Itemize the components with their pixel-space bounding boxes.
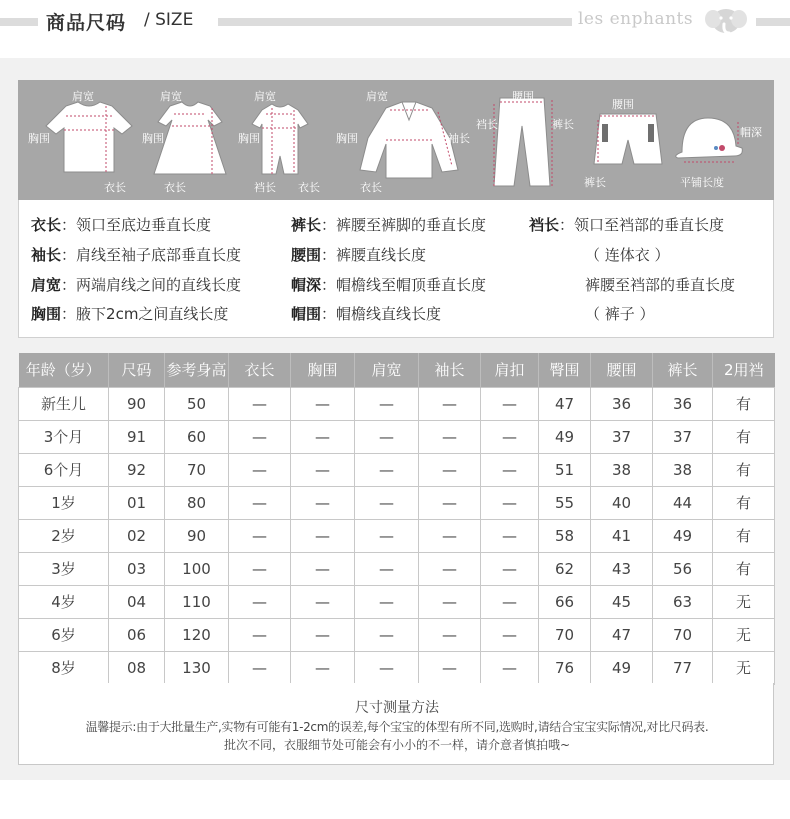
table-cell: — (419, 519, 481, 552)
label-pants-crotch: 裆长 (476, 118, 498, 131)
table-cell: 44 (653, 486, 713, 519)
table-cell: 6个月 (19, 453, 109, 486)
tshirt-icon (46, 102, 132, 172)
header-bar-left (0, 18, 38, 26)
table-cell: 1岁 (19, 486, 109, 519)
table-header-row (19, 353, 775, 387)
table-cell: 77 (653, 651, 713, 684)
table-cell: 51 (539, 453, 591, 486)
table-cell: — (355, 519, 419, 552)
table-row (19, 585, 775, 618)
table-cell: — (229, 387, 291, 420)
size-table (18, 353, 775, 685)
definition-item: 袖长：肩线至袖子底部垂直长度 (31, 246, 242, 264)
table-cell: 70 (165, 453, 229, 486)
table-cell: 47 (591, 618, 653, 651)
table-row (19, 387, 775, 420)
garment-svg (18, 80, 774, 200)
label-tee-chest: 胸围 (28, 132, 50, 145)
table-cell: 06 (109, 618, 165, 651)
table-cell: — (229, 420, 291, 453)
table-cell: 有 (713, 552, 775, 585)
definition-item: 帽围：帽檐线直线长度 (291, 305, 442, 323)
table-cell: 有 (713, 387, 775, 420)
table-cell: 36 (591, 387, 653, 420)
table-cell: 66 (539, 585, 591, 618)
table-cell: 37 (653, 420, 713, 453)
label-romper-shoulder: 肩宽 (254, 90, 276, 103)
table-cell: 37 (591, 420, 653, 453)
table-cell: — (229, 486, 291, 519)
page-title: 商品尺码 (46, 12, 127, 34)
table-cell: — (291, 387, 355, 420)
table-cell: — (291, 420, 355, 453)
label-dress-chest: 胸围 (142, 132, 164, 145)
table-cell: 40 (591, 486, 653, 519)
table-cell: 90 (165, 519, 229, 552)
table-cell: — (229, 519, 291, 552)
header-bar-right (756, 18, 790, 26)
table-row (19, 420, 775, 453)
label-dress-length: 衣长 (164, 181, 186, 194)
table-row (19, 552, 775, 585)
definition-item: 肩宽：两端肩线之间的直线长度 (31, 276, 242, 294)
column-header: 2用裆 (713, 353, 775, 387)
table-cell: 无 (713, 585, 775, 618)
table-cell: — (419, 651, 481, 684)
label-romper-chest: 胸围 (238, 132, 260, 145)
table-cell: — (291, 486, 355, 519)
table-cell: — (481, 618, 539, 651)
table-cell: — (419, 585, 481, 618)
table-cell: 02 (109, 519, 165, 552)
table-cell: 无 (713, 651, 775, 684)
table-cell: 38 (591, 453, 653, 486)
table-cell: — (355, 453, 419, 486)
table-cell: 45 (591, 585, 653, 618)
table-cell: — (229, 552, 291, 585)
label-shorts-waist: 腰围 (612, 98, 634, 111)
table-cell: 100 (165, 552, 229, 585)
label-hat-depth: 帽深 (740, 126, 762, 139)
table-cell: 70 (653, 618, 713, 651)
definition-note: （ 裤子 ） (585, 305, 655, 323)
table-cell: 60 (165, 420, 229, 453)
column-header: 年龄（岁） (19, 353, 109, 387)
definition-item: 衣长：领口至底边垂直长度 (31, 216, 212, 234)
table-cell: 70 (539, 618, 591, 651)
table-cell: 120 (165, 618, 229, 651)
table-cell: — (419, 387, 481, 420)
table-cell: — (419, 552, 481, 585)
table-cell: — (355, 486, 419, 519)
table-cell: — (481, 552, 539, 585)
table-cell: — (355, 387, 419, 420)
table-cell: 有 (713, 519, 775, 552)
label-tee-length: 衣长 (104, 181, 126, 194)
table-row (19, 486, 775, 519)
note-title: 尺寸测量方法 (355, 700, 439, 716)
table-cell: 90 (109, 387, 165, 420)
table-cell: — (481, 420, 539, 453)
table-cell: — (291, 651, 355, 684)
table-cell: — (355, 618, 419, 651)
column-header: 臀围 (539, 353, 591, 387)
dress-icon (154, 102, 226, 174)
table-cell: 3个月 (19, 420, 109, 453)
table-cell: — (419, 486, 481, 519)
label-romper-length: 衣长 (298, 181, 320, 194)
hat-icon (676, 118, 743, 158)
table-cell: 有 (713, 453, 775, 486)
measurement-note (18, 683, 774, 765)
table-cell: 3岁 (19, 552, 109, 585)
column-header: 裤长 (653, 353, 713, 387)
brand-name: les enphants (578, 9, 694, 29)
table-cell: — (355, 552, 419, 585)
table-cell: — (481, 387, 539, 420)
definition-item: 腰围：裤腰直线长度 (291, 246, 427, 264)
table-cell: 76 (539, 651, 591, 684)
table-cell: 36 (653, 387, 713, 420)
header-bar-middle (218, 18, 572, 26)
table-cell: — (481, 519, 539, 552)
table-cell: 03 (109, 552, 165, 585)
page-header (0, 0, 790, 44)
label-hat-flat: 平铺长度 (680, 176, 724, 189)
table-cell: 130 (165, 651, 229, 684)
label-shirt-sleeve: 袖长 (448, 132, 470, 145)
measurement-definitions (18, 200, 774, 338)
definition-item: 胸围：腋下2cm之间直线长度 (31, 305, 229, 323)
definition-note: 裤腰至裆部的垂直长度 (585, 276, 736, 294)
pants-icon (494, 98, 550, 186)
table-cell: 91 (109, 420, 165, 453)
table-cell: — (291, 552, 355, 585)
table-cell: — (481, 585, 539, 618)
table-cell: 04 (109, 585, 165, 618)
table-cell: 110 (165, 585, 229, 618)
column-header: 衣长 (229, 353, 291, 387)
definition-item: 裆长：领口至裆部的垂直长度 (529, 216, 725, 234)
elephant-logo-icon (704, 4, 748, 36)
table-cell: 01 (109, 486, 165, 519)
table-cell: 49 (539, 420, 591, 453)
table-cell: 62 (539, 552, 591, 585)
page-subtitle: / SIZE (144, 10, 194, 30)
table-cell: — (355, 420, 419, 453)
label-romper-crotch: 裆长 (254, 181, 276, 194)
table-cell: 47 (539, 387, 591, 420)
table-cell: — (481, 486, 539, 519)
label-shirt-shoulder: 肩宽 (366, 90, 388, 103)
table-cell: — (419, 420, 481, 453)
table-row (19, 651, 775, 684)
table-cell: — (229, 651, 291, 684)
definition-item: 裤长：裤腰至裤脚的垂直长度 (291, 216, 487, 234)
table-cell: 4岁 (19, 585, 109, 618)
table-cell: — (355, 585, 419, 618)
table-cell: — (419, 453, 481, 486)
table-cell: — (291, 585, 355, 618)
table-cell: 80 (165, 486, 229, 519)
table-cell: 58 (539, 519, 591, 552)
column-header: 肩宽 (355, 353, 419, 387)
table-cell: 无 (713, 618, 775, 651)
table-cell: — (481, 651, 539, 684)
label-tee-shoulder: 肩宽 (72, 90, 94, 103)
table-cell: 49 (653, 519, 713, 552)
column-header: 腰围 (591, 353, 653, 387)
column-header: 胸围 (291, 353, 355, 387)
table-cell: 92 (109, 453, 165, 486)
label-pants-waist: 腰围 (512, 90, 534, 103)
table-cell: — (355, 651, 419, 684)
table-cell: — (229, 453, 291, 486)
table-cell: — (481, 453, 539, 486)
garment-illustrations (18, 80, 774, 200)
table-cell: 43 (591, 552, 653, 585)
table-cell: 8岁 (19, 651, 109, 684)
table-cell: 2岁 (19, 519, 109, 552)
table-cell: 38 (653, 453, 713, 486)
shirt-icon (360, 102, 458, 178)
table-row (19, 618, 775, 651)
table-cell: — (229, 618, 291, 651)
table-row (19, 519, 775, 552)
table-cell: — (291, 453, 355, 486)
scallop-edge (0, 768, 790, 792)
table-cell: 08 (109, 651, 165, 684)
label-shirt-chest: 胸围 (336, 132, 358, 145)
table-cell: 50 (165, 387, 229, 420)
label-dress-shoulder: 肩宽 (160, 90, 182, 103)
table-cell: 55 (539, 486, 591, 519)
label-shirt-length: 衣长 (360, 181, 382, 194)
table-cell: — (419, 618, 481, 651)
table-cell: 41 (591, 519, 653, 552)
note-line: 批次不同，衣服细节处可能会有小小的不一样，请介意者慎拍哦~ (223, 738, 571, 752)
table-cell: — (291, 519, 355, 552)
column-header: 参考身高 (165, 353, 229, 387)
column-header: 袖长 (419, 353, 481, 387)
table-cell: — (291, 618, 355, 651)
note-line: 温馨提示:由于大批量生产,实物有可能有1-2cm的误差,每个宝宝的体型有所不同,选购时,请结合宝宝实际情况,对比尺码表. (85, 720, 709, 734)
table-row (19, 453, 775, 486)
table-cell: 56 (653, 552, 713, 585)
table-cell: 6岁 (19, 618, 109, 651)
definition-item: 帽深：帽檐线至帽顶垂直长度 (291, 276, 487, 294)
table-cell: 有 (713, 420, 775, 453)
label-pants-length: 裤长 (552, 118, 574, 131)
label-shorts-length: 裤长 (584, 176, 606, 189)
column-header: 尺码 (109, 353, 165, 387)
table-cell: — (229, 585, 291, 618)
table-cell: 63 (653, 585, 713, 618)
table-cell: 有 (713, 486, 775, 519)
definition-note: （ 连体衣 ） (585, 246, 670, 264)
column-header: 肩扣 (481, 353, 539, 387)
table-cell: 49 (591, 651, 653, 684)
table-cell: 新生儿 (19, 387, 109, 420)
